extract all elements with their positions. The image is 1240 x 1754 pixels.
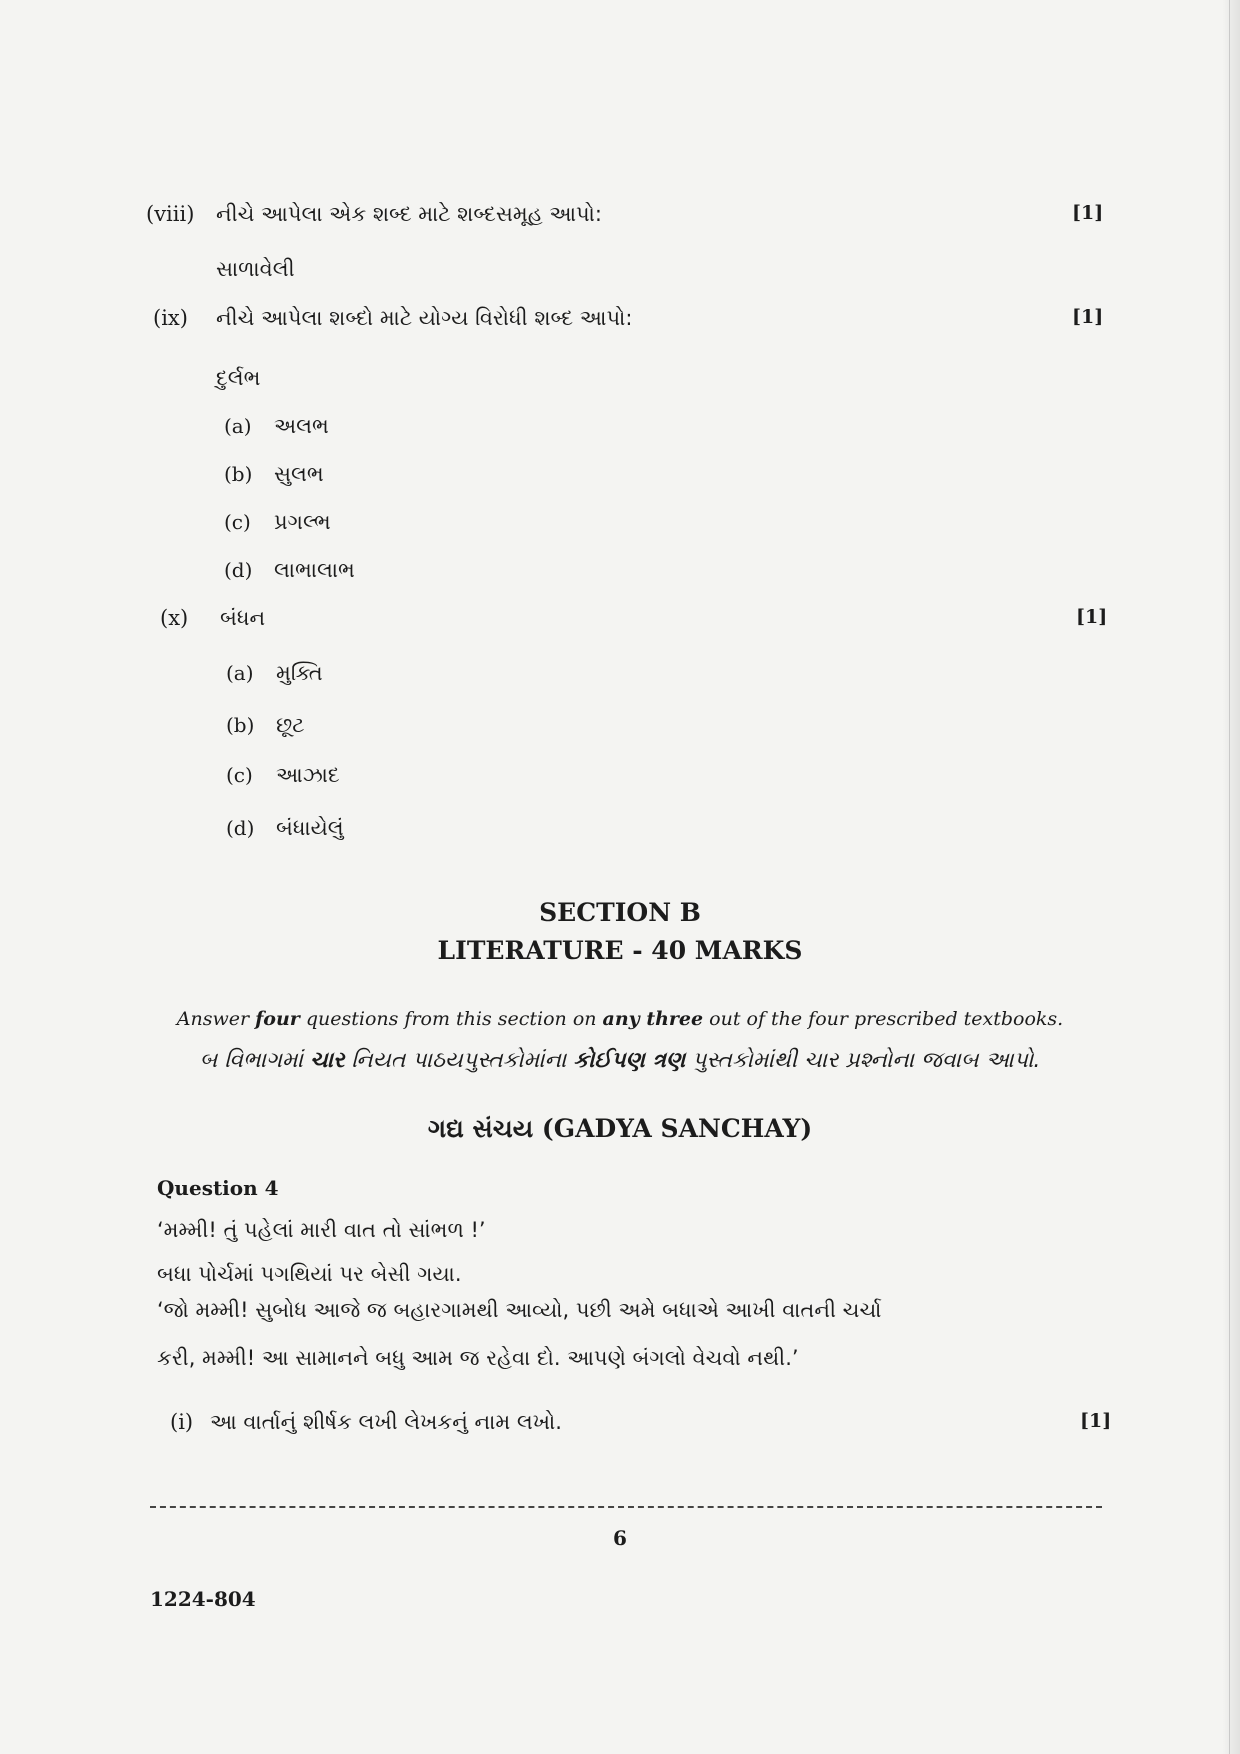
option-text: છૂટ — [276, 713, 305, 737]
question-ix-word — [0, 360, 1240, 400]
option-label: (b) — [224, 462, 253, 486]
paper-code: 1224-804 — [150, 1587, 256, 1611]
given-word: સાળાવેલી — [216, 257, 295, 281]
instructions-gujarati — [0, 1048, 1240, 1073]
option-text: આઝાદ — [276, 763, 340, 787]
instr-part: Answer — [176, 1008, 256, 1030]
passage-line: કરી, મમ્મી! આ સામાનને બધુ આમ જ રહેવા દો. આપણે બંગલો વેચવો નથી.’ — [157, 1346, 799, 1370]
option-label: (d) — [226, 816, 255, 840]
question-text: નીચે આપેલા એક શબ્દ માટે શબ્દસમૂહ આપો: — [216, 202, 603, 226]
passage-line: ‘મમ્મી! તું પહેલાં મારી વાત તો સાંભળ !’ — [157, 1218, 486, 1242]
instr-part: બ વિભાગમાં — [199, 1048, 310, 1073]
question-4-label: Question 4 — [157, 1176, 279, 1200]
question-number: (viii) — [146, 202, 195, 226]
question-ix — [0, 300, 1240, 340]
marks: [1] — [1080, 1410, 1112, 1432]
option-c — [0, 504, 1240, 544]
option-b — [0, 707, 1240, 747]
instr-part: નિયત પાઠયપુસ્તકોમાંના — [344, 1048, 574, 1073]
instructions-english — [0, 1008, 1240, 1030]
option-a — [0, 408, 1240, 448]
option-a — [0, 655, 1240, 695]
page-number: 6 — [613, 1526, 627, 1550]
section-subtitle: LITERATURE - 40 MARKS — [437, 936, 803, 965]
option-text: લાભાલાભ — [274, 558, 355, 582]
option-label: (d) — [224, 558, 253, 582]
marks: [1] — [1076, 606, 1108, 628]
passage-line: ‘જો મમ્મી! સુબોધ આજે જ બહારગામથી આવ્યો, પછી અમે બધાએ આખી વાતની ચર્ચા — [157, 1298, 882, 1322]
option-label: (c) — [226, 763, 253, 787]
option-label: (a) — [224, 414, 252, 438]
option-text: મુક્તિ — [276, 661, 323, 685]
instr-part: પુસ્તકોમાંથી ચાર પ્રશ્નોના જવાબ આપો. — [685, 1048, 1041, 1073]
instr-part: out of the four prescribed textbooks. — [703, 1008, 1064, 1030]
question-x — [0, 600, 1240, 640]
option-d — [0, 810, 1240, 850]
question-4-i — [0, 1404, 1240, 1444]
option-text: સુલભ — [274, 462, 324, 486]
marks: [1] — [1072, 202, 1104, 224]
option-label: (c) — [224, 510, 251, 534]
instr-part-bold: કોઈપણ ત્રણ — [573, 1048, 686, 1073]
instr-part: questions from this section on — [299, 1008, 603, 1030]
option-label: (a) — [226, 661, 254, 685]
footer-divider — [150, 1506, 1102, 1508]
question-number: (x) — [160, 606, 189, 630]
passage-line: બધા પોર્ચમાં પગથિયાં પર બેસી ગયા. — [157, 1262, 462, 1286]
question-viii — [0, 196, 1240, 236]
given-word: દુર્લભ — [216, 366, 261, 390]
section-title: SECTION B — [539, 898, 701, 927]
instr-part-bold: any three — [602, 1008, 704, 1030]
option-b — [0, 456, 1240, 496]
question-text: બંધન — [220, 606, 266, 630]
book-title: ગદ્ય સંચય (GADYA SANCHAY) — [427, 1114, 813, 1143]
question-number: (ix) — [153, 306, 188, 330]
option-text: અલભ — [274, 414, 329, 438]
instr-part-bold: ચાર — [309, 1048, 345, 1073]
option-d — [0, 552, 1240, 592]
option-c — [0, 757, 1240, 797]
instr-part-bold: four — [255, 1008, 300, 1030]
option-text: પ્રગલ્ભ — [274, 510, 331, 534]
option-label: (b) — [226, 713, 255, 737]
question-viii-word — [0, 251, 1240, 291]
option-text: બંધાયેલું — [276, 816, 344, 840]
question-text: આ વાર્તાનું શીર્ષક લખી લેખકનું નામ લખો. — [210, 1410, 562, 1434]
question-number: (i) — [170, 1410, 194, 1434]
question-text: નીચે આપેલા શબ્દો માટે યોગ્ય વિરોધી શબ્દ આપો: — [216, 306, 633, 330]
marks: [1] — [1072, 306, 1104, 328]
